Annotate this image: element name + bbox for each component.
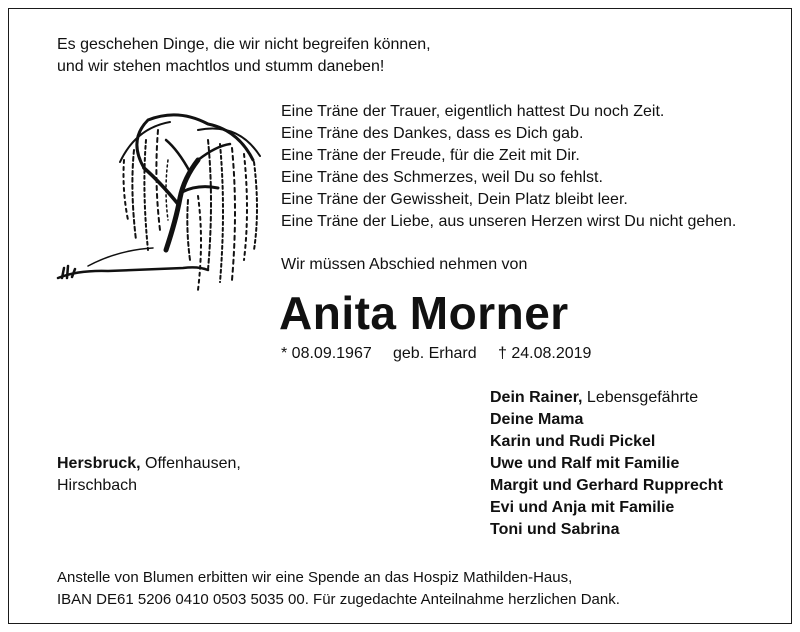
weeping-willow-icon xyxy=(48,100,278,320)
poem-line: Eine Träne der Liebe, aus unseren Herzen wirst Du nicht gehen. xyxy=(281,213,737,230)
poem-line: Eine Träne des Dankes, dass es Dich gab. xyxy=(281,125,584,142)
poem-line: Eine Träne der Freude, für die Zeit mit Dir. xyxy=(281,147,580,164)
mourner-item: Margit und Gerhard Rupprecht xyxy=(490,477,723,494)
place-secondary: Offenhausen, xyxy=(140,455,241,472)
footer-line: IBAN DE61 5206 0410 0503 5035 00. Für zugedachte Anteilnahme herzlichen Dank. xyxy=(57,591,620,608)
mourner-item: Toni und Sabrina xyxy=(490,521,620,538)
farewell-text: Wir müssen Abschied nehmen von xyxy=(281,256,528,273)
footer-line: Anstelle von Blumen erbitten wir eine Spende an das Hospiz Mathilden-Haus, xyxy=(57,569,573,586)
poem-line: Eine Träne der Gewissheit, Dein Platz bleibt leer. xyxy=(281,191,628,208)
mourner-name: Dein Rainer, xyxy=(490,389,583,406)
birth-date: * 08.09.1967 xyxy=(281,345,372,362)
poem-line: Eine Träne des Schmerzes, weil Du so fehlst. xyxy=(281,169,603,186)
death-date: † 24.08.2019 xyxy=(498,345,592,362)
poem xyxy=(281,101,736,233)
intro-line: Es geschehen Dinge, die wir nicht begreifen können, xyxy=(57,36,431,53)
place-line-2: Hirschbach xyxy=(57,477,138,494)
mourner-item: Karin und Rudi Pickel xyxy=(490,433,656,450)
place-line xyxy=(57,453,241,475)
place-block xyxy=(57,453,241,497)
intro-text xyxy=(57,34,431,78)
mourner-item: Evi und Anja mit Familie xyxy=(490,499,675,516)
maiden-name: geb. Erhard xyxy=(393,345,477,362)
donation-note xyxy=(57,567,620,611)
intro-line: und wir stehen machtlos und stumm daneben! xyxy=(57,58,385,75)
mourner-relation: Lebensgefährte xyxy=(582,389,699,406)
mourners-list xyxy=(490,387,723,541)
deceased-name: Anita Morner xyxy=(279,287,569,339)
mourner-item: Uwe und Ralf mit Familie xyxy=(490,455,680,472)
place-main: Hersbruck, xyxy=(57,455,141,472)
mourner-item xyxy=(490,387,723,409)
poem-line: Eine Träne der Trauer, eigentlich hattest Du noch Zeit. xyxy=(281,103,665,120)
mourner-item: Deine Mama xyxy=(490,411,584,428)
